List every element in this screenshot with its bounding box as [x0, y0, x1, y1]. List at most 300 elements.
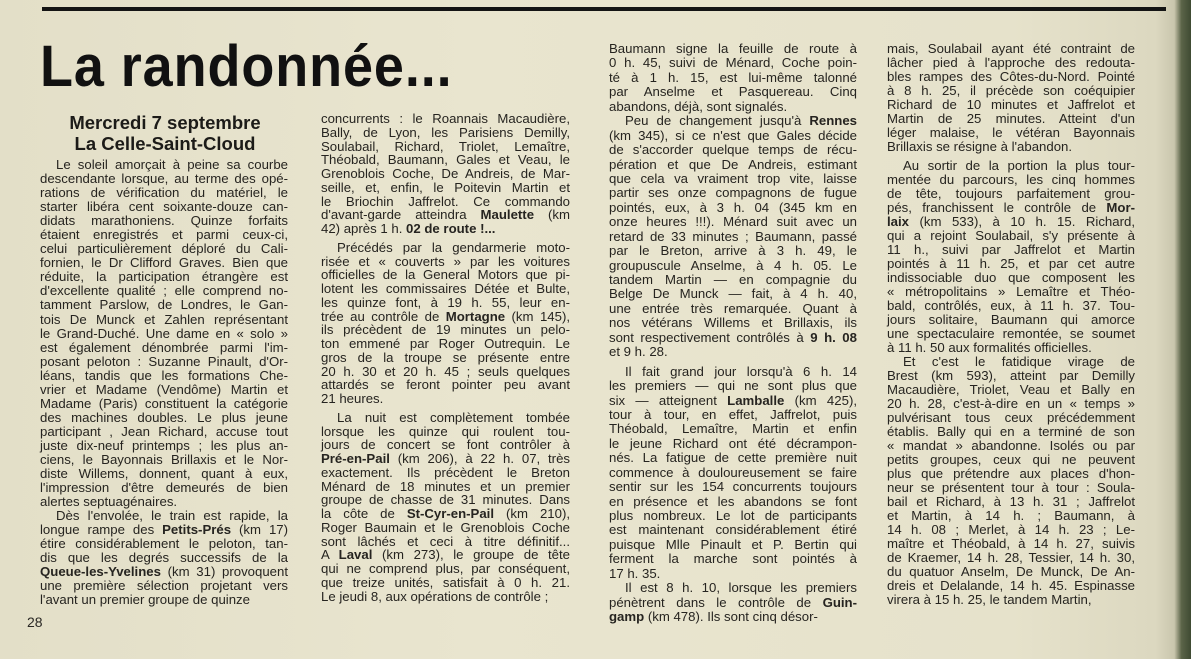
text-run: à 8 h. 25, il précède son coéquipier [887, 83, 1135, 98]
text-line [609, 437, 857, 451]
text-line [887, 425, 1135, 439]
text-line [887, 42, 1135, 56]
text-line [321, 562, 570, 576]
text-line [609, 596, 857, 610]
text-line [609, 158, 857, 172]
text-run: Baumann signe la feuille de route à [609, 41, 857, 56]
text-line [887, 551, 1135, 565]
text-run: établis. Bally qui en a terminé de son [887, 424, 1135, 439]
text-run: 42) après 1 h. [321, 221, 407, 236]
text-line [887, 439, 1135, 453]
text-column-1 [40, 158, 288, 608]
text-run: Peu de changement jusqu'à [625, 113, 810, 129]
text-run: puisque Mlle Pinault et P. Bertin qui [609, 536, 857, 552]
text-line [609, 480, 857, 494]
text-line [40, 495, 288, 509]
text-line [887, 243, 1135, 257]
text-line [609, 302, 857, 316]
text-run: didats marathoniens. Quinze forfaits [40, 213, 288, 229]
text-line [887, 140, 1135, 154]
text-run: mais, Soulabail ayant été contraint de [887, 41, 1135, 56]
text-run: concurrents : le Roannais Macaudière, [321, 111, 570, 126]
text-run: jours solitaire, Baumann qui amorce [887, 312, 1135, 327]
paragraph [321, 411, 570, 604]
text-run: Théobald, Baumann, Gales et Veau, le [321, 152, 570, 168]
text-run: « mandat » abandonne. Isolés ou par [887, 438, 1135, 453]
text-run: par Anselme et Pasquereau. Cinq [609, 84, 857, 100]
text-run: nos vétérans Willems et Brillaxis, ils [609, 315, 857, 331]
text-run: Le jeudi 8, aux opérations de contrôle ; [321, 588, 549, 604]
text-run: du quatuor Anselm, De Munck, De An- [887, 564, 1135, 579]
text-run: attardés se feront pointer peu avant [321, 377, 570, 393]
text-run: groupe de chasse de 31 minutes. Dans [321, 492, 570, 508]
text-column-3 [609, 42, 857, 625]
text-run: étaient enregistrés et parmi ceux-ci, [40, 227, 288, 243]
text-run: Il fait grand jour lorsqu'à 6 h. 14 [625, 363, 857, 379]
text-run: 17 h. 35. [609, 565, 661, 581]
text-line [887, 537, 1135, 551]
text-line [887, 467, 1135, 481]
text-line [887, 215, 1135, 229]
text-run: que cela va vraiment trop vite, laisse [609, 170, 857, 186]
text-run: Au sortir de la portion la plus tour- [903, 158, 1135, 173]
text-line [887, 523, 1135, 537]
text-run: plus que prétendre aux places d'hon- [887, 466, 1135, 481]
paragraph [609, 581, 857, 624]
text-run: abandons, déjà, sont signalés. [609, 98, 788, 114]
text-run: posant peloton : Suzanne Pinault, d'Or- [40, 353, 288, 369]
text-run: té à 1 h. 15, est lui-même talonné [609, 69, 857, 85]
text-line [887, 453, 1135, 467]
paragraph [609, 365, 857, 582]
text-run: 20 h. 30 et 20 h. 45 ; seuls quelques [321, 363, 570, 379]
text-run: lâcher pied à l'approche des redouta- [887, 55, 1135, 70]
text-line [40, 270, 288, 284]
text-line [609, 71, 857, 85]
bold-place-name: Mortagne [445, 308, 506, 324]
text-run: groupuscule Anselme, à 4 h. 05. Le [609, 257, 857, 273]
text-run: Madame (Paris) constituent la catégorie [40, 395, 288, 411]
text-run: dreis et Delalande, 14 h. 45. Espinasse [887, 578, 1135, 593]
text-line [609, 408, 857, 422]
text-line [321, 365, 570, 379]
bold-place-name: laix [887, 214, 909, 229]
text-line [887, 285, 1135, 299]
text-line [40, 242, 288, 256]
text-run: en présence et les abandons se font [609, 493, 857, 509]
text-run: trée au contrôle de [321, 308, 446, 324]
text-run: étire considérablement le peloton, tan- [40, 536, 288, 552]
text-run: longue rampe des [40, 522, 163, 538]
paragraph [40, 509, 288, 607]
text-run: qui ne comprend plus, par conséquent, [321, 561, 570, 576]
section-heading [40, 112, 290, 154]
text-run: officielles de la General Motors que pi- [321, 267, 570, 283]
bold-place-name: 9 h. 08 [810, 329, 857, 345]
text-run: risée et « couverts » par les voitures [321, 253, 570, 269]
text-line [321, 438, 570, 452]
top-rule [42, 7, 1166, 11]
text-run: pés, franchissent le contrôle de [887, 200, 1107, 215]
text-line [40, 565, 288, 579]
text-run: seille, et, enfin, le Poitevin Martin et [321, 179, 570, 195]
page-number: 28 [27, 614, 43, 630]
text-line [40, 467, 288, 481]
text-line [887, 411, 1135, 425]
text-run: A [321, 547, 339, 563]
text-run: Belge De Munck — fait, à 4 h. 40, [609, 286, 857, 302]
text-run: une spectaculaire remontée, se soumet [887, 326, 1135, 341]
text-line [321, 480, 570, 494]
text-line [321, 548, 570, 562]
text-run: partir ses onze compagnons de fugue [609, 185, 857, 201]
bold-place-name: Guin- [822, 594, 857, 610]
text-line [609, 143, 857, 157]
text-run: (km 533), à 10 h. 15. Richard, [909, 214, 1135, 229]
text-line [40, 298, 288, 312]
text-line [887, 313, 1135, 327]
text-run: (km [534, 207, 570, 223]
text-run: de Kraemer, 14 h. 28, Tessier, 14 h. 30, [887, 550, 1135, 565]
text-line [609, 100, 857, 114]
text-run: d'excellente qualité ; elle comprend no- [40, 283, 288, 299]
text-run: sont respectivement contrôlés à [609, 329, 811, 345]
text-run: Brillaxis se résigne à l'abandon. [887, 139, 1073, 154]
text-line [609, 523, 857, 537]
text-run: Il est 8 h. 10, lorsque les premiers [625, 580, 857, 596]
text-run: diste Willems, donnent, quant à eux, [40, 466, 288, 482]
text-run: plus nombreux. Le lot de participants [609, 508, 857, 523]
text-line [321, 466, 570, 480]
text-line [321, 521, 570, 535]
text-line [321, 255, 570, 269]
text-line [609, 365, 857, 379]
text-run: exactement. Ils précèdent le Breton [321, 464, 570, 480]
text-run: ferment la marche sont pointés à [609, 551, 857, 567]
text-line [321, 590, 570, 604]
text-line [40, 481, 288, 495]
text-line [887, 481, 1135, 495]
paragraph [887, 159, 1135, 355]
text-line [321, 323, 570, 337]
text-run: descendante lorsque, au terme des opé- [40, 171, 288, 187]
text-line [887, 593, 1135, 607]
text-line [609, 394, 857, 408]
text-run: starter libéra cent soixante-douze can- [40, 199, 288, 215]
text-run: Et c'est le fatidique virage de [903, 354, 1135, 369]
text-line [321, 535, 570, 549]
paragraph [609, 114, 857, 359]
text-run: (km 345), si ce n'est que Gales décide [609, 127, 857, 143]
text-line [321, 126, 570, 140]
text-run: l'impression d'être demeurés de bien [40, 480, 288, 496]
text-run: pulvérisant tous ceux précédemment [887, 410, 1135, 425]
text-line [609, 129, 857, 143]
text-line [609, 379, 857, 393]
text-run: Bally, de Lyon, les Parisiens Demilly, [321, 124, 570, 140]
text-run: (km 273), le groupe de tête [372, 547, 570, 563]
text-run: par le Breton, arrive à 3 h. 49, le [609, 243, 857, 259]
text-run: une entrée très remarquée. Quant à [609, 300, 857, 316]
text-line [321, 181, 570, 195]
text-line [609, 552, 857, 566]
text-run: (km 31) provoquent [160, 564, 288, 580]
text-line [887, 257, 1135, 271]
text-run: jours de concert se font contrôler à [321, 437, 570, 453]
text-line [40, 509, 288, 523]
text-line [609, 345, 857, 359]
paragraph [887, 42, 1135, 154]
text-run: de s'accorder quelque temps de récu- [609, 142, 857, 158]
text-run: 11 h., suivi par Jaffrelot et Martin [887, 242, 1135, 257]
text-line [887, 173, 1135, 187]
text-run: est également dénombrée parmi l'im- [40, 339, 288, 355]
text-run: le Briochin Jaffrelot. Ce commando [321, 193, 570, 209]
bold-place-name: 02 de route !... [406, 221, 496, 236]
text-run: Théobald, Lemaître, Martin et enfin [609, 421, 857, 437]
text-line [40, 214, 288, 228]
text-line [609, 172, 857, 186]
text-run: vrier et Madame (Vendôme) Martin et [40, 381, 288, 397]
text-line [321, 112, 570, 126]
text-line [609, 495, 857, 509]
text-run: léger malaise, le vétéran Bayonnais [887, 125, 1135, 140]
text-line [321, 268, 570, 282]
text-line [609, 201, 857, 215]
text-line [609, 581, 857, 595]
text-line [40, 341, 288, 355]
bold-place-name: Petits-Prés [162, 522, 232, 538]
text-line [887, 383, 1135, 397]
article-title: La randonnée... [40, 34, 453, 99]
text-line [321, 411, 570, 425]
text-run: Soulabail, Richard, Triolet, Lemaître, [321, 138, 570, 154]
paragraph [321, 112, 570, 236]
text-run: des machines doubles. Le plus jeune [40, 409, 288, 425]
paragraph [609, 42, 857, 114]
text-line [887, 369, 1135, 383]
text-line [609, 259, 857, 273]
text-line [887, 495, 1135, 509]
text-run: sentir sur les 154 concurrents toujours [609, 479, 857, 495]
text-run: sont lâchés et ceci à titre définitif... [321, 533, 570, 549]
text-line [609, 230, 857, 244]
text-line [321, 337, 570, 351]
text-line [40, 158, 288, 172]
text-run: ciens, le Bayonnais Brillaxis et le Nor- [40, 451, 288, 467]
text-line [609, 287, 857, 301]
text-run: mentée du parcours, les cinq hommes [887, 172, 1135, 187]
text-run: Brest (km 593), atteint par Demilly [887, 368, 1135, 383]
text-run: La nuit est complètement tombée [337, 409, 570, 425]
text-run: Grenoblois Coche, De Andreis, de Mar- [321, 166, 570, 181]
text-run: bail et Richard, à 13 h. 31 ; Jaffrelot [887, 494, 1135, 509]
paragraph [887, 355, 1135, 607]
bold-place-name: Pré-en-Pail [321, 451, 390, 466]
text-run: que treize unités, satisfait à 0 h. 21. [321, 574, 570, 590]
bold-place-name: St-Cyr-en-Pail [406, 506, 495, 521]
text-line [609, 451, 857, 465]
bold-place-name: Queue-les-Yvelines [40, 564, 161, 580]
text-column-4 [887, 42, 1135, 607]
text-run: Richard de 10 minutes et Jaffrelot et [887, 97, 1135, 112]
text-run: dis que les degrés successifs de la [40, 550, 288, 566]
text-line [40, 355, 288, 369]
text-run: bald, contrôlés, eux, à 11 h. 37. Tou- [887, 298, 1135, 313]
text-run: gros de la troupe se présente entre [321, 349, 570, 365]
bold-place-name: Mor- [1106, 200, 1135, 215]
text-run: 21 heures. [321, 391, 384, 406]
text-run: lotent les commissaires Détée et Bulte, [321, 281, 570, 296]
text-line [609, 244, 857, 258]
text-run: le Grand-Duché. Une dame en « solo » [40, 325, 288, 341]
text-line [40, 453, 288, 467]
text-run: l'avant un premier groupe de quinze [40, 592, 250, 608]
text-run: (km 478). Ils sont cinq désor- [644, 609, 818, 625]
bold-place-name: Lamballe [727, 392, 785, 408]
text-run: retard de 33 minutes ; Baumann, passé [609, 228, 857, 244]
text-line [887, 187, 1135, 201]
text-line [887, 565, 1135, 579]
text-line [609, 114, 857, 128]
text-line [40, 411, 288, 425]
text-run: tamment Parslow, de Londres, le Gan- [40, 297, 288, 313]
text-line [40, 537, 288, 551]
text-run: est maintenant considérablement étiré [609, 522, 857, 538]
text-line [40, 313, 288, 327]
text-run: d'avant-garde atteindra [321, 207, 481, 223]
text-line [887, 509, 1135, 523]
text-run: lorsque les quinze qui roulent tou- [321, 423, 570, 439]
bold-place-name: Maulette [480, 207, 535, 223]
text-line [321, 208, 570, 222]
text-line [321, 195, 570, 209]
text-run: et 9 h. 28. [609, 344, 668, 360]
text-line [40, 186, 288, 200]
text-line [887, 341, 1135, 355]
text-run: une première sélection projetant vers [40, 578, 288, 594]
text-line [887, 229, 1135, 243]
text-line [40, 383, 288, 397]
text-run: (km 425), [784, 392, 857, 408]
text-line [887, 84, 1135, 98]
text-line [609, 538, 857, 552]
bold-place-name: Rennes [809, 113, 857, 129]
text-line [609, 316, 857, 330]
text-run: léans, tandis que les formations Che- [40, 367, 288, 383]
text-run: pénètrent dans le contrôle de [609, 594, 823, 610]
text-run: Ménard de 18 minutes et un premier [321, 478, 570, 494]
text-line [321, 425, 570, 439]
text-run: Roger Baumain et le Grenoblois Coche [321, 519, 570, 535]
text-run: pointés à 11 h. 25, et par cet autre [887, 256, 1135, 271]
text-run: 14 h. 08 ; Merlet, à 14 h. 23 ; Le- [887, 522, 1135, 537]
text-run: tour à tour, en effet, Jaffrelot, puis [609, 406, 857, 422]
text-run: fornien, le Dr Clifford Graves. Bien que [40, 255, 288, 271]
heading-place: La Celle-Saint-Cloud [74, 133, 256, 154]
text-line [609, 85, 857, 99]
text-line [609, 567, 857, 581]
text-run: rations de vérification du matériel, le [40, 185, 288, 201]
text-line [887, 201, 1135, 215]
text-line [609, 466, 857, 480]
text-line [887, 355, 1135, 369]
text-run: maître et Théobald, à 14 h. 27, suivis [887, 536, 1135, 551]
text-line [40, 369, 288, 383]
text-run: tandem Martin — en compagnie du [609, 272, 857, 287]
text-line [609, 42, 857, 56]
text-line [887, 299, 1135, 313]
text-line [887, 56, 1135, 70]
text-run: le jeune Richard ont été décrampon- [609, 435, 857, 451]
text-line [40, 551, 288, 565]
text-run: « métropolitains » Lemaître et Théo- [887, 284, 1135, 299]
text-run: ils précèdent de 19 minutes un pelo- [321, 322, 570, 338]
text-run: alertes septuagénaires. [40, 494, 178, 510]
text-run: (km 17) [231, 522, 288, 538]
text-run: pération et que De Andreis, estimant [609, 156, 857, 172]
text-run: bles rampes des Côtes-du-Nord. Pointé [887, 69, 1135, 84]
text-run: commence à douloureusement se faire [609, 464, 857, 480]
text-line [887, 98, 1135, 112]
text-run: à 11 h. 50 aux formalités officielles. [887, 340, 1092, 355]
text-run: tois De Munck et Zahlen représentant [40, 311, 288, 327]
text-run: la côte de [321, 506, 407, 521]
text-line [609, 509, 857, 523]
text-run: pointés, eux, à 3 h. 04 (345 km en [609, 199, 857, 215]
text-line [321, 140, 570, 154]
text-line [40, 327, 288, 341]
text-line [887, 397, 1135, 411]
text-run: (km 206), à 22 h. 07, très [389, 451, 570, 466]
text-line [887, 327, 1135, 341]
text-run: qui a rejoint Soulabail, s'y présente à [887, 228, 1135, 243]
text-line [321, 378, 570, 392]
text-column-2 [321, 112, 570, 603]
text-run: les quinze font, à 19 h. 55, leur en- [321, 294, 570, 310]
text-line [321, 282, 570, 296]
text-run: juste dix-neuf printemps ; les plus an- [40, 437, 288, 453]
text-line [321, 241, 570, 255]
bold-place-name: Laval [338, 547, 373, 563]
text-line [40, 228, 288, 242]
text-line [40, 593, 288, 607]
text-line [321, 296, 570, 310]
text-line [40, 425, 288, 439]
text-run: les premiers — qui ne sont plus que [609, 378, 857, 394]
text-line [887, 70, 1135, 84]
text-run: indissociable duo que composent les [887, 270, 1135, 285]
text-line [609, 56, 857, 70]
text-line [321, 167, 570, 181]
text-run: réduite, la participation étrangère est [40, 269, 288, 285]
text-line [40, 172, 288, 186]
text-run: Dès l'envolée, le train est rapide, la [56, 508, 288, 524]
text-line [40, 439, 288, 453]
text-line [887, 271, 1135, 285]
text-line [321, 493, 570, 507]
text-run: virera à 15 h. 25, le tandem Martin, [887, 592, 1092, 607]
text-run: Précédés par la gendarmerie moto- [337, 239, 570, 255]
text-run: (km 145), [505, 308, 571, 324]
text-line [321, 452, 570, 466]
text-run: neur se présentent tour à tour : Soula- [887, 480, 1135, 495]
text-line [609, 610, 857, 624]
text-line [609, 215, 857, 229]
text-run: celui particulièrement déploré du Cali- [40, 241, 288, 257]
text-run: nés. La fatigue de cette première nuit [609, 450, 857, 466]
text-line [609, 273, 857, 287]
